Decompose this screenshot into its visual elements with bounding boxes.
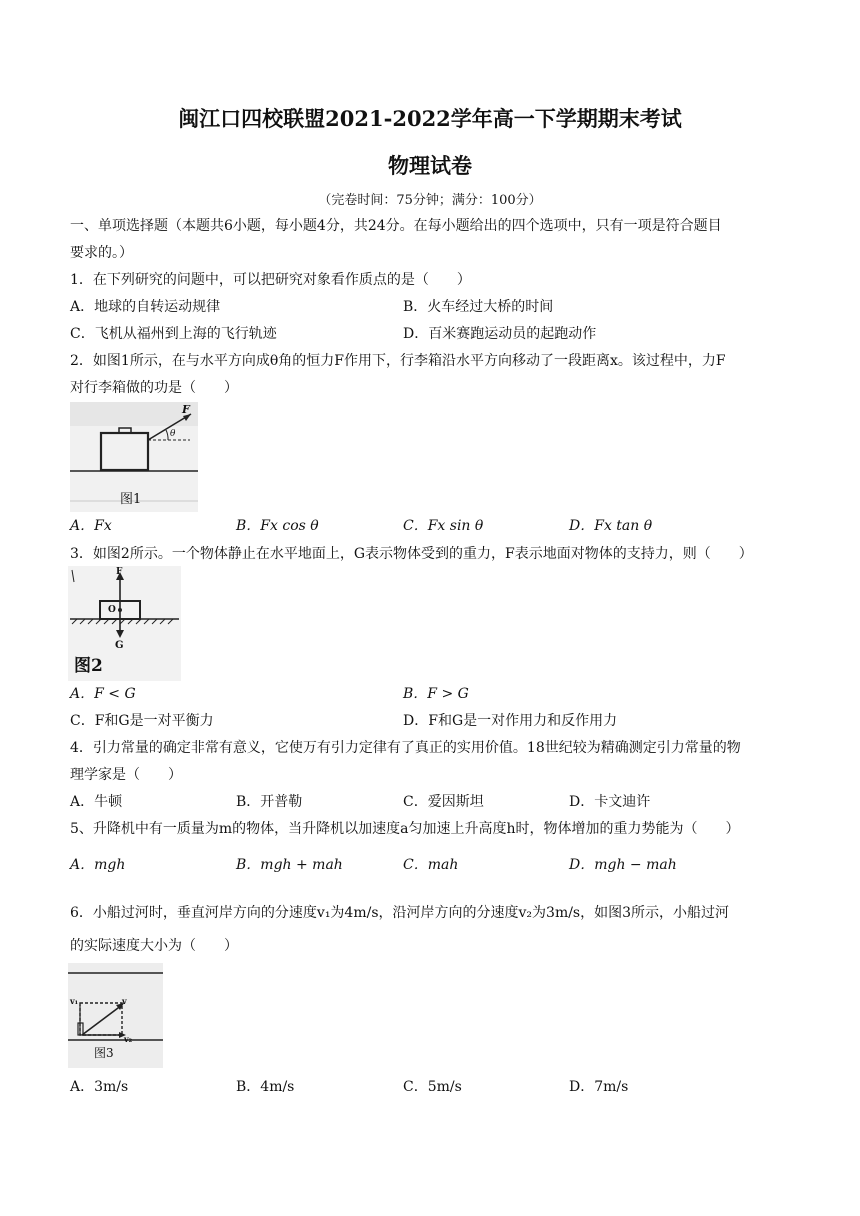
- section-heading: 一、单项选择题（本题共6小题，每小题4分，共24分。在每小题给出的四个选项中，只有一项是符合题目: [70, 218, 722, 234]
- q1-option-c: C．飞机从福州到上海的飞行轨迹: [70, 326, 277, 342]
- figure-2-caption: 图2: [74, 656, 103, 676]
- figure-1-caption: 图1: [120, 492, 142, 507]
- q2-stem-cont: 对行李箱做的功是（ ）: [70, 380, 238, 396]
- exam-subtitle: 物理试卷: [388, 153, 472, 178]
- figure-3-v-label: v: [122, 996, 127, 1006]
- q3-option-a: A．F < G: [70, 686, 136, 702]
- q4-stem: 4．引力常量的确定非常有意义，它使万有引力定律有了真正的实用价值。18世纪较为精确测定引力常量的物: [70, 740, 741, 756]
- figure-3-drawing: [68, 963, 163, 1068]
- q2-option-d: D．Fx tan θ: [569, 518, 653, 534]
- q3-option-c: C．F和G是一对平衡力: [70, 713, 214, 729]
- q4-stem-cont: 理学家是（ ）: [70, 767, 182, 783]
- figure-2: [68, 566, 181, 681]
- q5-option-b: B．mgh + mah: [236, 857, 343, 873]
- q6-stem: 6．小船过河时，垂直河岸方向的分速度v₁为4m/s，沿河岸方向的分速度v₂为3m/s，如图3所示，小船过河: [70, 905, 730, 921]
- figure-2-G-label: G: [115, 640, 124, 651]
- figure-1-theta-label: θ: [170, 429, 176, 439]
- q5-option-c: C．mah: [403, 857, 459, 873]
- figure-3-caption: 图3: [94, 1046, 114, 1060]
- q6-option-c: C．5m/s: [403, 1079, 462, 1095]
- q2-option-c: C．Fx sin θ: [403, 518, 484, 534]
- q6-option-b: B．4m/s: [236, 1079, 295, 1095]
- figure-2-F-label: F: [116, 567, 123, 577]
- figure-3-v1-label: v₁: [70, 996, 79, 1006]
- q3-option-d: D．F和G是一对作用力和反作用力: [403, 713, 618, 729]
- q5-option-d: D．mgh − mah: [569, 857, 677, 873]
- q3-option-b: B．F > G: [403, 686, 469, 702]
- q4-option-b: B．开普勒: [236, 794, 303, 810]
- q6-stem-cont: 的实际速度大小为（ ）: [70, 938, 238, 954]
- figure-2-O-label: O: [108, 605, 116, 615]
- q6-option-a: A．3m/s: [70, 1079, 129, 1095]
- q3-stem: 3．如图2所示。一个物体静止在水平地面上，G表示物体受到的重力，F表示地面对物体的支持力，则（ ）: [70, 546, 753, 562]
- q2-stem: 2．如图1所示，在与水平方向成θ角的恒力F作用下，行李箱沿水平方向移动了一段距离x。该过程中，力F: [70, 353, 726, 369]
- q1-option-b: B．火车经过大桥的时间: [403, 299, 554, 315]
- q2-option-b: B．Fx cos θ: [236, 518, 319, 534]
- q1-option-d: D．百米赛跑运动员的起跑动作: [403, 326, 597, 342]
- q1-option-a: A．地球的自转运动规律: [70, 299, 221, 315]
- q5-stem: 5、升降机中有一质量为m的物体，当升降机以加速度a匀加速上升高度h时，物体增加的重力势能为（ ）: [70, 821, 740, 837]
- figure-1: [70, 402, 198, 512]
- exam-info: （完卷时间：75分钟；满分：100分）: [318, 193, 542, 208]
- q5-option-a: A．mgh: [70, 857, 126, 873]
- figure-1-F-label: F: [182, 403, 190, 416]
- q2-option-a: A．Fx: [70, 518, 112, 534]
- q1-stem: 1．在下列研究的问题中，可以把研究对象看作质点的是（ ）: [70, 272, 471, 288]
- figure-3: [68, 963, 163, 1068]
- exam-title: 闽江口四校联盟2021-2022学年高一下学期期末考试: [178, 106, 682, 131]
- q4-option-c: C．爱因斯坦: [403, 794, 484, 810]
- q6-option-d: D．7m/s: [569, 1079, 629, 1095]
- figure-3-v2-label: v₂: [124, 1034, 133, 1044]
- q4-option-d: D．卡文迪许: [569, 794, 651, 810]
- q4-option-a: A．牛顿: [70, 794, 123, 810]
- section-heading-cont: 要求的。）: [70, 245, 133, 261]
